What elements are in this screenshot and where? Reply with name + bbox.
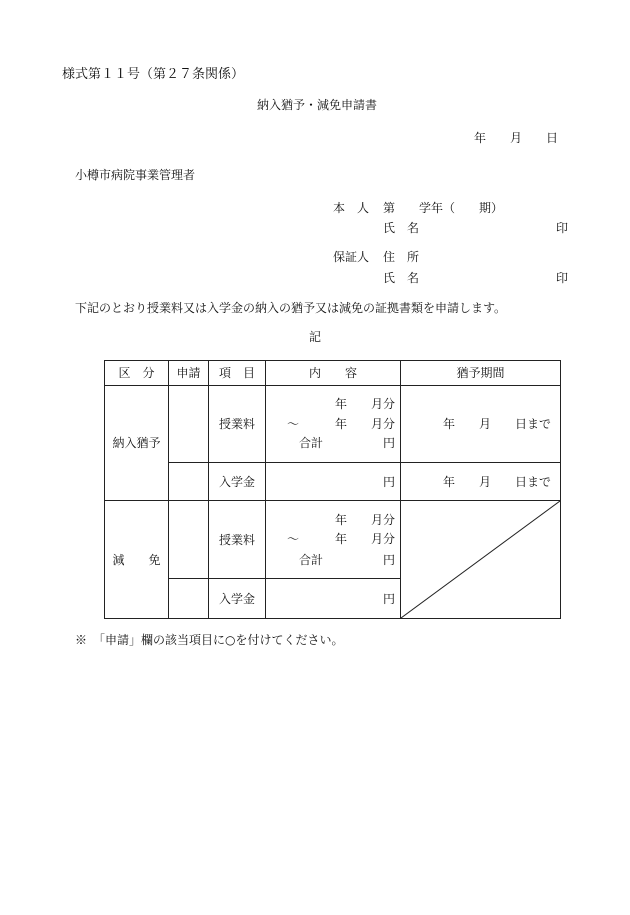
exemption-tuition-item: 授業料 (209, 501, 266, 579)
guarantor-name-label: 氏 名 (383, 271, 420, 285)
deferral-tuition-content-cell (266, 386, 401, 463)
deferral-admission-amount: 円 (266, 463, 401, 501)
deferral-tuition-total: 合計 円 (298, 436, 395, 450)
applicant-name-label: 氏 名 (383, 221, 420, 235)
deferral-admission-period: 年 月 日まで (401, 463, 561, 501)
application-statement: 下記のとおり授業料又は入学金の納入の猶予又は減免の証拠書類を申請します。 (75, 301, 507, 315)
application-table (104, 360, 561, 619)
applicant-label: 本 人 (333, 201, 370, 215)
deferral-tuition-item: 授業料 (209, 386, 266, 463)
exemption-category-cell: 減 免 (105, 501, 169, 619)
deferral-admission-item: 入学金 (209, 463, 266, 501)
exemption-tuition-total: 合計 円 (298, 553, 395, 567)
deferral-admission-apply-cell (169, 463, 209, 501)
deferral-tuition-apply-cell (169, 386, 209, 463)
exemption-admission-amount: 円 (266, 579, 401, 619)
ki-heading: 記 (309, 330, 322, 344)
diagonal-strike-line (401, 501, 560, 618)
header-item: 項 目 (209, 361, 266, 386)
guarantor-seal-mark: 印 (556, 271, 569, 285)
exemption-admission-apply-cell (169, 579, 209, 619)
deferral-tuition-from-month: 年 月分 (334, 397, 395, 411)
form-number: 様式第１１号（第２７条関係） (62, 67, 245, 82)
addressee: 小樽市病院事業管理者 (75, 168, 196, 182)
exemption-tuition-from-month: 年 月分 (334, 513, 395, 527)
exemption-tuition-to-month: 〜 年 月分 (286, 532, 395, 546)
header-content: 内 容 (266, 361, 401, 386)
deferral-category-cell: 納入猶予 (105, 386, 169, 501)
exemption-tuition-apply-cell (169, 501, 209, 579)
applicant-seal-mark: 印 (556, 221, 569, 235)
footnote: ※ 「申請」欄の該当項目に○を付けてください。 (75, 633, 344, 647)
header-apply: 申請 (169, 361, 209, 386)
applicant-grade-line: 第 学年（ 期） (383, 201, 504, 215)
guarantor-address-label: 住 所 (383, 250, 420, 264)
deferral-tuition-period: 年 月 日まで (401, 386, 561, 463)
date-line: 年 月 日 (474, 131, 559, 145)
exemption-period-crossed-cell (401, 501, 561, 619)
header-deferral-period: 猶予期間 (401, 361, 561, 386)
form-title: 納入猶予・減免申請書 (257, 98, 378, 112)
deferral-tuition-to-month: 〜 年 月分 (286, 417, 395, 431)
header-category: 区 分 (105, 361, 169, 386)
guarantor-label: 保証人 (333, 250, 370, 264)
exemption-tuition-content-cell (266, 501, 401, 579)
exemption-admission-item: 入学金 (209, 579, 266, 619)
